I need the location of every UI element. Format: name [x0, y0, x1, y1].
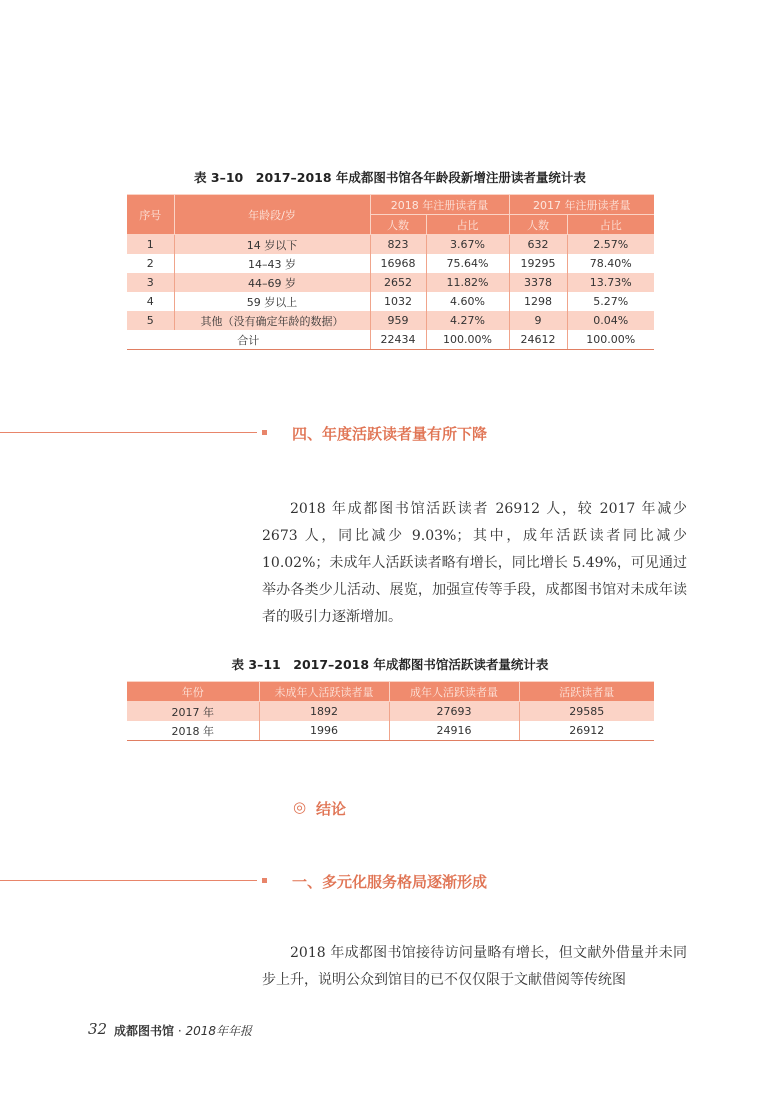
section4-heading: 四、年度活跃读者量有所下降: [292, 425, 488, 443]
col-header-2017: 2017 年注册读者量: [509, 195, 654, 215]
cell-r2017: 78.40%: [567, 254, 654, 273]
cell-no: 3: [127, 273, 174, 292]
col-header-2017-count: 人数: [509, 215, 567, 235]
cell-n2017: 19295: [509, 254, 567, 273]
section4-paragraph: [262, 496, 687, 631]
double-circle-icon: ◎: [293, 798, 307, 816]
cell-total-n2017: 24612: [509, 330, 567, 350]
table-row: [127, 273, 654, 292]
section1-rule: [0, 880, 257, 881]
cell-total-label: 合计: [127, 330, 370, 350]
cell-age: 44–69 岁: [174, 273, 370, 292]
cell-no: 2: [127, 254, 174, 273]
col-header-adult: 成年人活跃读者量: [389, 682, 519, 702]
section4-marker-icon: [262, 430, 267, 435]
section1-paragraph-text: 2018 年成都图书馆接待访问量略有增长，但文献外借量并未同步上升，说明公众到馆目的已不仅仅限于文献借阅等传统图: [262, 945, 687, 988]
col-header-year: 年份: [127, 682, 259, 702]
col-header-2018: 2018 年注册读者量: [370, 195, 509, 215]
page-number: 32: [88, 1020, 108, 1038]
cell-age: 其他（没有确定年龄的数据）: [174, 311, 370, 330]
cell-adult: 27693: [389, 702, 519, 722]
section1-heading: 一、多元化服务格局逐渐形成: [292, 873, 488, 891]
table-row: [127, 254, 654, 273]
cell-age: 59 岁以上: [174, 292, 370, 311]
cell-r2018: 3.67%: [426, 235, 509, 255]
col-header-minor: 未成年人活跃读者量: [259, 682, 389, 702]
cell-r2017: 13.73%: [567, 273, 654, 292]
col-header-age: 年龄段/岁: [174, 195, 370, 235]
footer-library: 成都图书馆: [114, 1024, 175, 1038]
table2-caption: 表 3–11 2017–2018 年成都图书馆活跃读者量统计表: [231, 657, 549, 672]
cell-n2017: 3378: [509, 273, 567, 292]
cell-minor: 1996: [259, 721, 389, 741]
cell-r2018: 4.27%: [426, 311, 509, 330]
col-header-2017-ratio: 占比: [567, 215, 654, 235]
cell-active: 26912: [519, 721, 654, 741]
cell-n2018: 2652: [370, 273, 426, 292]
cell-year: 2018 年: [127, 721, 259, 741]
cell-no: 5: [127, 311, 174, 330]
col-header-2018-count: 人数: [370, 215, 426, 235]
cell-r2017: 2.57%: [567, 235, 654, 255]
cell-n2018: 1032: [370, 292, 426, 311]
col-header-2018-ratio: 占比: [426, 215, 509, 235]
table-total-row: [127, 330, 654, 350]
cell-n2018: 959: [370, 311, 426, 330]
cell-n2018: 16968: [370, 254, 426, 273]
section4-rule: [0, 432, 257, 433]
conclusion-title: 结论: [316, 800, 347, 818]
cell-r2018: 75.64%: [426, 254, 509, 273]
cell-n2018: 823: [370, 235, 426, 255]
cell-total-r2018: 100.00%: [426, 330, 509, 350]
section1-paragraph: [262, 940, 687, 994]
footer-separator: ·: [177, 1024, 182, 1038]
cell-r2017: 5.27%: [567, 292, 654, 311]
cell-year: 2017 年: [127, 702, 259, 722]
table-row: [127, 235, 654, 255]
cell-age: 14 岁以下: [174, 235, 370, 255]
table2: [127, 681, 654, 741]
cell-r2018: 11.82%: [426, 273, 509, 292]
col-header-no: 序号: [127, 195, 174, 235]
table-row: [127, 721, 654, 741]
section4-paragraph-text: 2018 年成都图书馆活跃读者 26912 人，较 2017 年减少 2673 人，同比减少 9.03%；其中，成年活跃读者同比减少 10.02%；未成年人活跃读者略有增长，同比增长 5.49%，可见通过举办各类少儿活动、展览，加强宣传等手段，成都图书馆对未成年读者的吸引力逐渐增加。: [262, 501, 687, 625]
cell-total-n2018: 22434: [370, 330, 426, 350]
cell-minor: 1892: [259, 702, 389, 722]
cell-adult: 24916: [389, 721, 519, 741]
cell-age: 14–43 岁: [174, 254, 370, 273]
table-row: [127, 292, 654, 311]
cell-n2017: 1298: [509, 292, 567, 311]
cell-r2017: 0.04%: [567, 311, 654, 330]
table-row: [127, 702, 654, 722]
cell-no: 4: [127, 292, 174, 311]
table-row: [127, 311, 654, 330]
cell-no: 1: [127, 235, 174, 255]
cell-r2018: 4.60%: [426, 292, 509, 311]
cell-n2017: 632: [509, 235, 567, 255]
section1-marker-icon: [262, 878, 267, 883]
cell-active: 29585: [519, 702, 654, 722]
col-header-active: 活跃读者量: [519, 682, 654, 702]
cell-n2017: 9: [509, 311, 567, 330]
table1-caption: 表 3–10 2017–2018 年成都图书馆各年龄段新增注册读者量统计表: [194, 170, 586, 185]
cell-total-r2017: 100.00%: [567, 330, 654, 350]
footer-running-title: [114, 1022, 252, 1039]
table1: [127, 194, 654, 350]
footer-report: 2018年年报: [185, 1024, 253, 1038]
